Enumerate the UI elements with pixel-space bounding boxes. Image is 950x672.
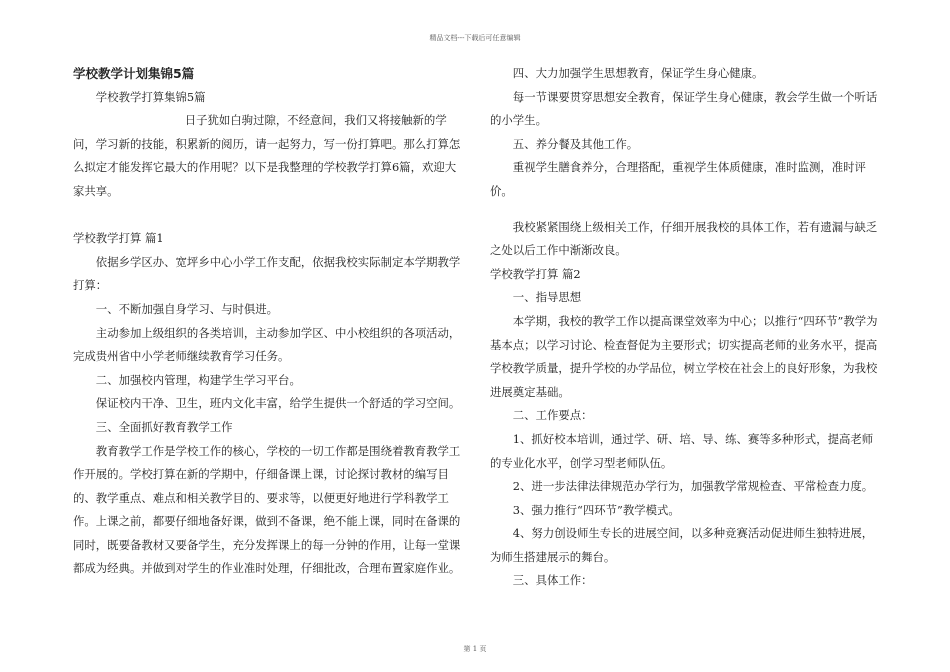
- paragraph: 重视学生膳食养分，合理搭配，重视学生体质健康，准时监测，准时评价。: [490, 160, 866, 198]
- header-note: 精品文档---下载后可任意编辑: [429, 34, 521, 42]
- paragraph: 一、不断加强自身学习、与时俱进。: [95, 301, 279, 316]
- paragraph: 二、加强校内管理，构建学生学习平台。: [95, 372, 301, 387]
- paragraph: 三、全面抓好教育教学工作: [95, 419, 233, 434]
- right-column: [490, 62, 882, 593]
- paragraph: 3、强力推行“四环节”教学模式。: [512, 502, 680, 517]
- paragraph: 教育教学工作是学校工作的核心，学校的一切工作都是围绕着教育教学工作开展的。学校打算在新的学期中，仔细备课上课，讨论探讨教材的编写目的、教学重点、难点和相关教学目的、要求等，以便更好地进行学科教学工作。上课之前，都要仔细地备好课，做到不备课，绝不能上课，同时在备课的同时，既要备教材又要备学生，充分发挥课上的每一分钟的作用，让每一堂课都成为经典。并做到对学生的作业准时处理，仔细批改，合理布置家庭作业。: [73, 443, 461, 576]
- section-heading-1: 学校教学打算 篇1: [73, 231, 164, 246]
- document-title: 学校教学计划集锦5篇: [73, 66, 195, 81]
- section-heading-2: 学校教学打算 篇2: [490, 266, 581, 281]
- paragraph: 1、抓好校本培训，通过学、研、培、导、练、赛等多种形式，提高老师的专业化水平，创学习型老师队伍。: [490, 431, 874, 470]
- paragraph: 保证校内干净、卫生，班内文化丰富，给学生提供一个舒适的学习空间。: [95, 396, 461, 411]
- intro-paragraph: 日子犹如白驹过隙，不经意间，我们又将接触新的学问，学习新的技能，积累新的阅历，请一起努力，写一份打算吧。那么打算怎么拟定才能发挥它最大的作用呢？以下是我整理的学校教学打算6篇，欢迎大家共享。: [73, 113, 461, 198]
- paragraph: 四、大力加强学生思想教育，保证学生身心健康。: [512, 66, 764, 80]
- paragraph: 4、努力创设师生专长的进展空间，以多种竞赛活动促进师生独特进展，为师生搭建展示的舞台。: [490, 526, 874, 564]
- paragraph: 2、进一步法律法律规范办学行为，加强教学常规检查、平常检查力度。: [512, 479, 874, 494]
- paragraph: 三、具体工作：: [512, 573, 593, 588]
- paragraph: 每一节课要贯穿思想安全教育，保证学生身心健康，教会学生做一个听话的小学生。: [490, 89, 878, 128]
- paragraph: 一、指导思想: [512, 290, 582, 305]
- paragraph: 五、养分餐及其他工作。: [512, 136, 639, 151]
- left-column: [73, 62, 465, 581]
- spacer: [490, 204, 882, 216]
- paragraph: 我校紧紧围绕上级相关工作，仔细开展我校的具体工作，若有遗漏与缺乏之处以后工作中渐渐改良。: [490, 219, 878, 258]
- paragraph: 本学期，我校的教学工作以提高课堂效率为中心；以推行“四环节”教学为基本点；以学习讨论、检查督促为主要形式；切实提高老师的业务水平，提高学校教学质量，提升学校的办学品位，树立学校在社会上的良好形象，为我校进展奠定基础。: [490, 313, 878, 399]
- spacer: [73, 204, 465, 228]
- page-number: 第 1 页: [463, 645, 487, 653]
- paragraph: 依据乡学区办、宽坪乡中心小学工作支配，依据我校实际制定本学期教学打算：: [73, 254, 461, 293]
- document-subtitle: 学校教学打算集锦5篇: [95, 89, 206, 104]
- paragraph: 二、工作要点：: [512, 408, 593, 423]
- paragraph: 主动参加上级组织的各类培训，主动参加学区、中小校组织的各项活动，完成贵州省中小学老师继续教育学习任务。: [73, 325, 461, 364]
